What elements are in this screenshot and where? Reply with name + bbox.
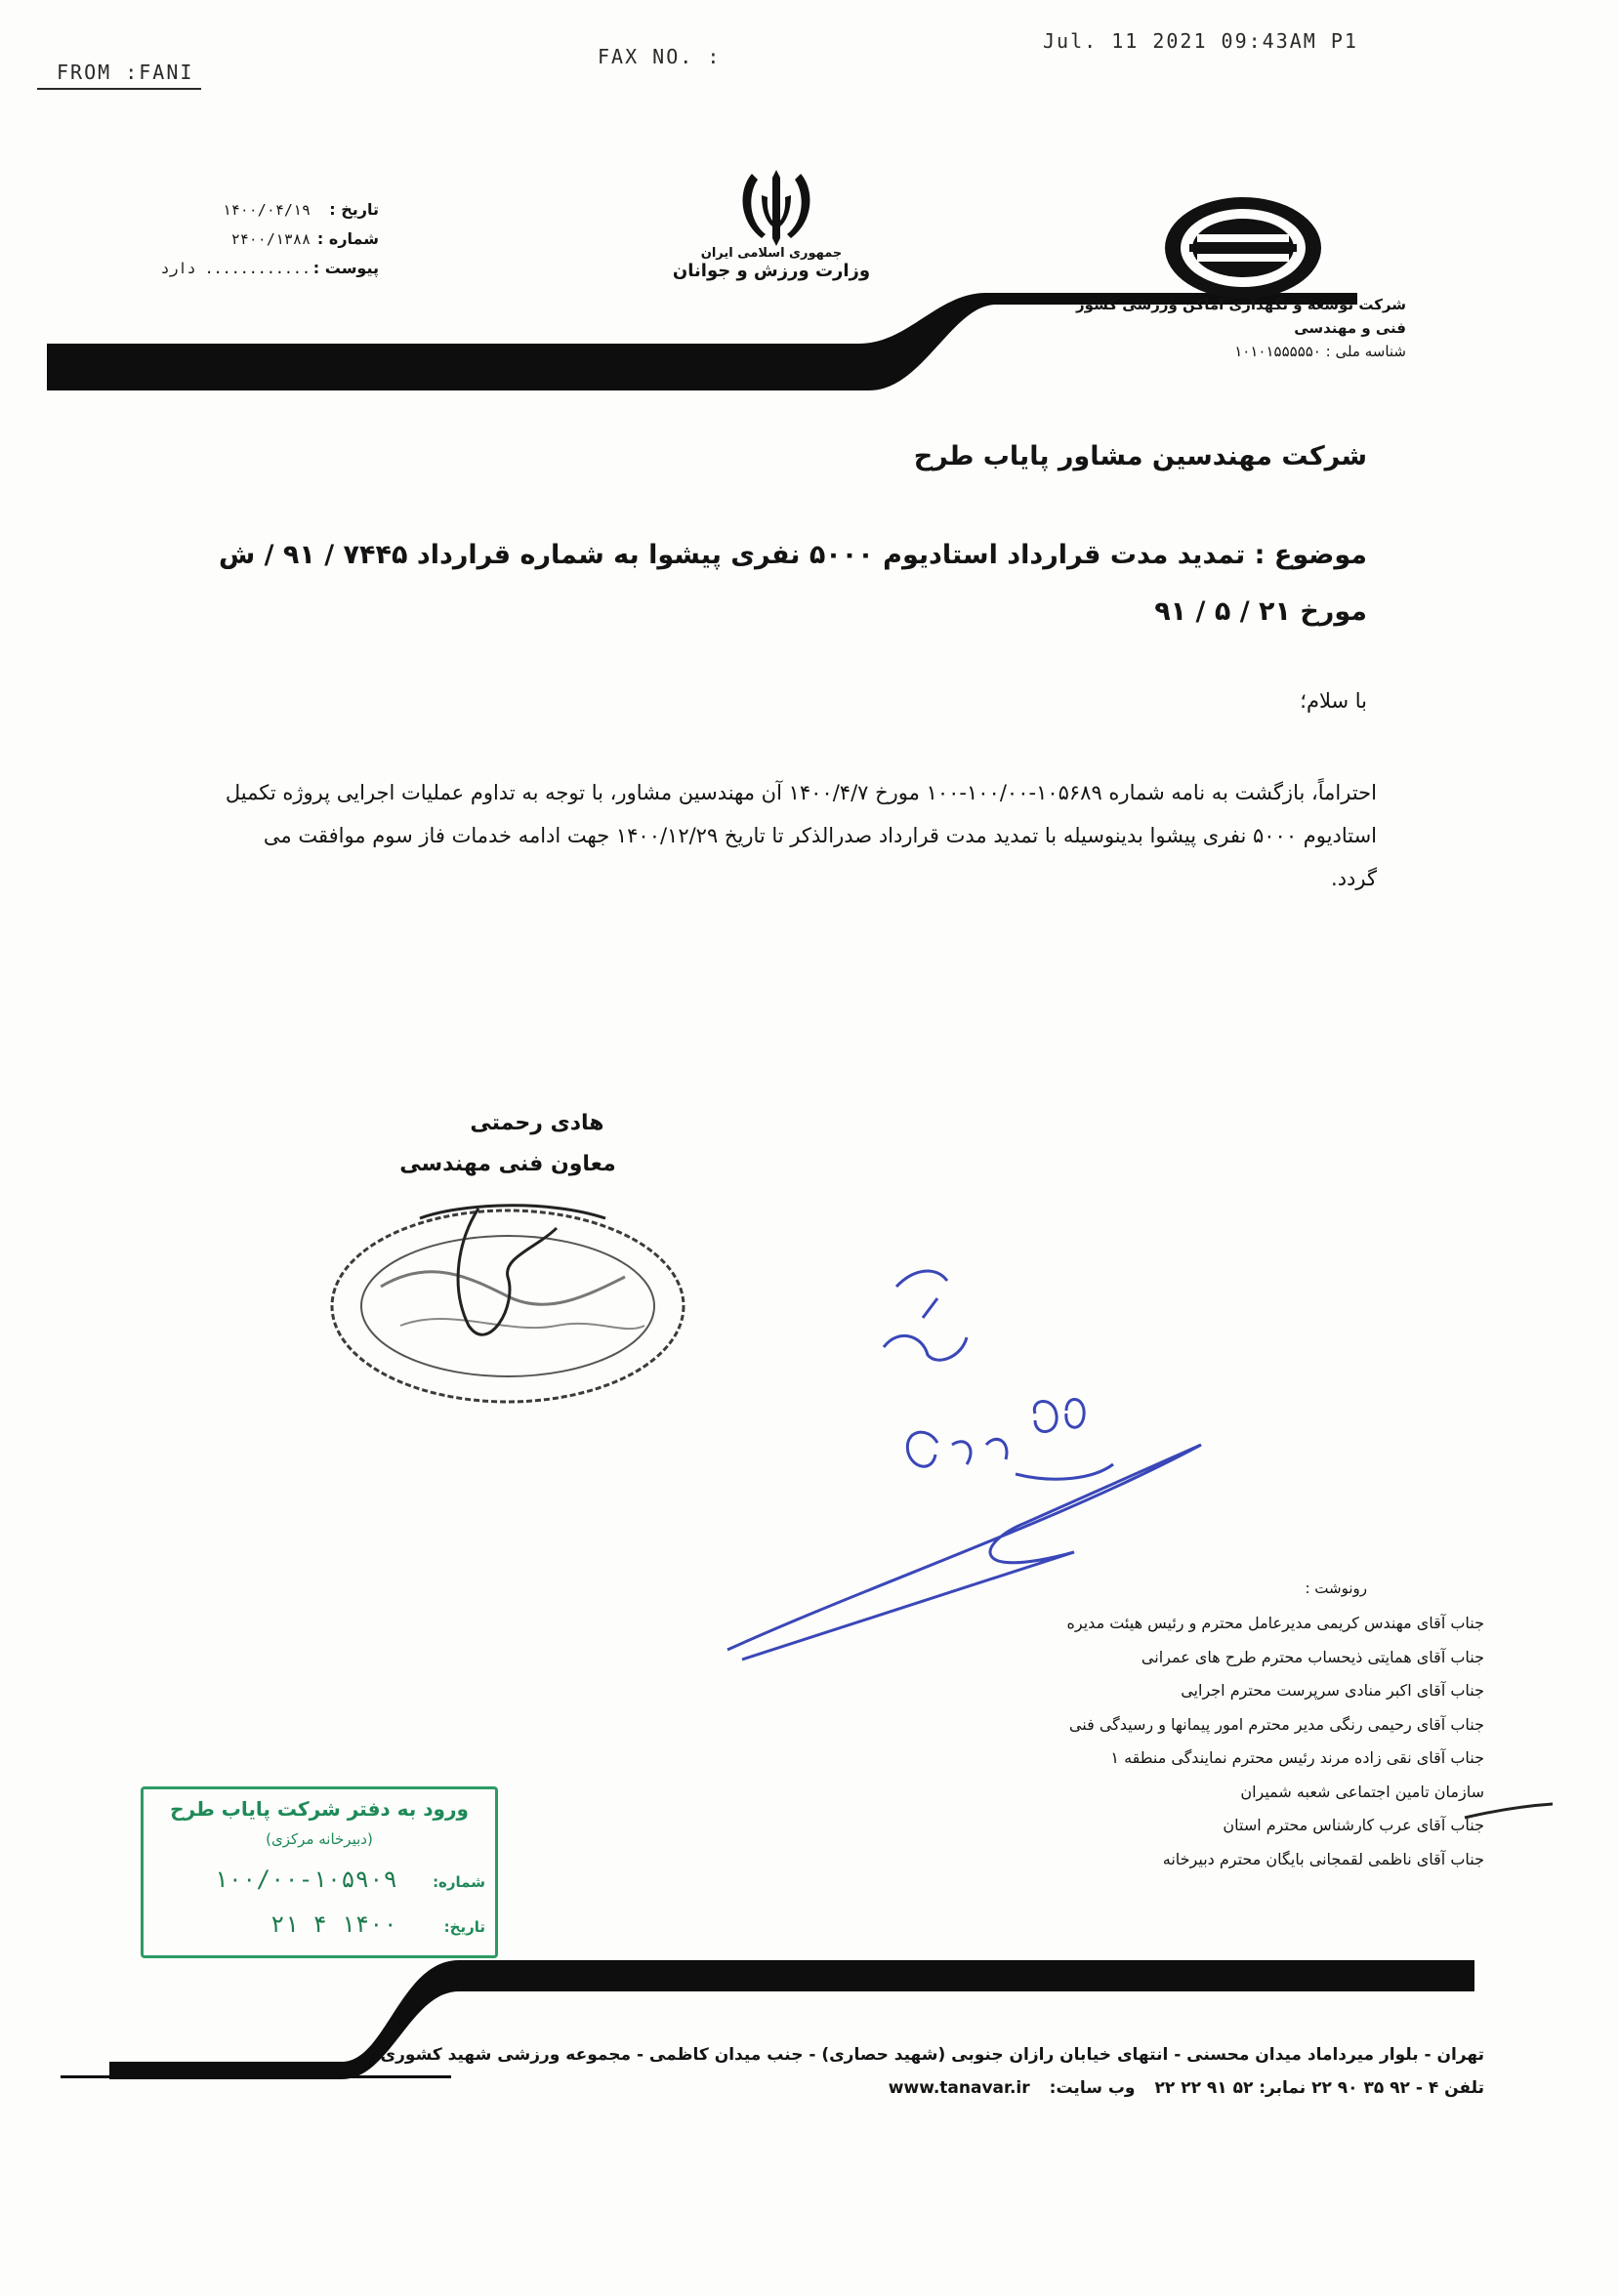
receipt-date-label: تاریخ: xyxy=(443,1918,485,1936)
cc-item: جناب آقای مهندس کریمی مدیرعامل محترم و رئیس هیئت مدیره xyxy=(1066,1614,1484,1632)
signatory-title: معاون فنی مهندسی xyxy=(399,1152,616,1176)
cc-item: جناب آقای عرب کارشناس محترم استان xyxy=(1223,1816,1484,1834)
letter-recipient: شرکت مهندسین مشاور پایاب طرح xyxy=(913,441,1367,472)
organization-name: شرکت توسعه و نگهداری اماکن ورزشی کشور xyxy=(1076,296,1406,313)
cc-item: سازمان تامین اجتماعی شعبه شمیران xyxy=(1240,1782,1484,1801)
letter-footer xyxy=(283,2038,1484,2105)
receipt-number-value: ۱۰۰/۰۰-۱۰۵۹۰۹ xyxy=(214,1866,397,1893)
footer-address: تهران - بلوار میرداماد میدان محسنی - انتهای خیابان رازان جنوبی (شهید حصاری) - جنب میدان کاظمی - مجموعه ورزشی شهید کشوری xyxy=(380,2045,1484,2065)
footer-contact-row xyxy=(283,2071,1484,2105)
subject-line-2: مورخ ۲۱ / ۵ / ۹۱ xyxy=(1154,596,1367,627)
subject-line-1: موضوع : تمدید مدت قرارداد استادیوم ۵۰۰۰ نفری پیشوا به شماره قرارداد ۷۴۴۵ / ۹۱ / ش xyxy=(218,540,1367,570)
receipt-stamp xyxy=(141,1786,498,1958)
footer-website[interactable]: www.tanavar.ir xyxy=(888,2078,1030,2098)
meta-date-value: ۱۴۰۰/۰۴/۱۹ xyxy=(222,201,311,219)
meta-attachment-value: ............ دارد xyxy=(160,260,311,277)
cc-item: جناب آقای اکبر منادی سرپرست محترم اجرایی xyxy=(1181,1681,1484,1700)
receipt-date-value: ۱۴۰۰ ۴ ۲۱ xyxy=(270,1910,397,1938)
cc-title: رونوشت : xyxy=(1305,1579,1367,1597)
cc-item: جناب آقای رحیمی رنگی مدیر محترم امور پیمانها و رسیدگی فنی xyxy=(1068,1714,1484,1734)
ministry-subtitle: جمهوری اسلامی ایران xyxy=(700,246,843,261)
receipt-subtitle: (دبیرخانه مرکزی) xyxy=(266,1830,373,1848)
meta-number-label: شماره : xyxy=(316,229,379,248)
cc-item: جناب آقای نقی زاده مرند رئیس محترم نمایندگی منطقه ۱ xyxy=(1110,1748,1484,1767)
fax-from: FROM :FANI xyxy=(57,61,194,84)
organization-department: فنی و مهندسی xyxy=(1294,319,1406,337)
signatory-name: هادی رحمتی xyxy=(470,1111,604,1135)
meta-date-label: تاریخ : xyxy=(329,200,379,219)
meta-attachment-label: پیوست : xyxy=(312,259,379,277)
fax-date-page: Jul. 11 2021 09:43AM P1 xyxy=(1043,29,1358,53)
receipt-number-label: شماره: xyxy=(433,1873,485,1891)
receipt-title: ورود به دفتر شرکت پایاب طرح xyxy=(170,1797,469,1821)
footer-phone: تلفن ۴ - ۹۲ ۳۵ ۹۰ ۲۲ نمابر: ۵۲ ۹۱ ۲۲ ۲۲ xyxy=(1154,2078,1484,2098)
fax-number: FAX NO. : xyxy=(598,45,722,68)
cc-list xyxy=(879,1607,1484,1876)
meta-number-value: ۲۴۰۰/۱۳۸۸ xyxy=(230,230,311,248)
cc-item: جناب آقای همایتی ذیحساب محترم طرح های عمرانی xyxy=(1141,1647,1484,1666)
cc-item: جناب آقای ناظمی لقمجانی بایگان محترم دبیرخانه xyxy=(1162,1849,1484,1868)
organization-national-id: شناسه ملی : ۱۰۱۰۱۵۵۵۵۵۰ xyxy=(1234,343,1406,360)
letter-greeting: با سلام؛ xyxy=(1300,689,1367,713)
footer-website-label: وب سایت: xyxy=(1049,2078,1136,2098)
letter-paragraph: احتراماً، بازگشت به نامه شماره ۱۰۵۶۸۹-۱۰۰/۰۰-۱۰۰ مورخ ۱۴۰۰/۴/۷ آن مهندسین مشاور، با توجه به تداوم عملیات اجرایی پروژه تکمیل استادیوم ۵۰۰۰ نفری پیشوا بدینوسیله با تمدید مدت قرارداد صدرالذکر تا تاریخ ۱۴۰۰/۱۲/۲۹ جهت ادامه خدمات فاز سوم موافقت می گردد. xyxy=(225,781,1377,890)
ministry-name: وزارت ورزش و جوانان xyxy=(672,261,871,281)
